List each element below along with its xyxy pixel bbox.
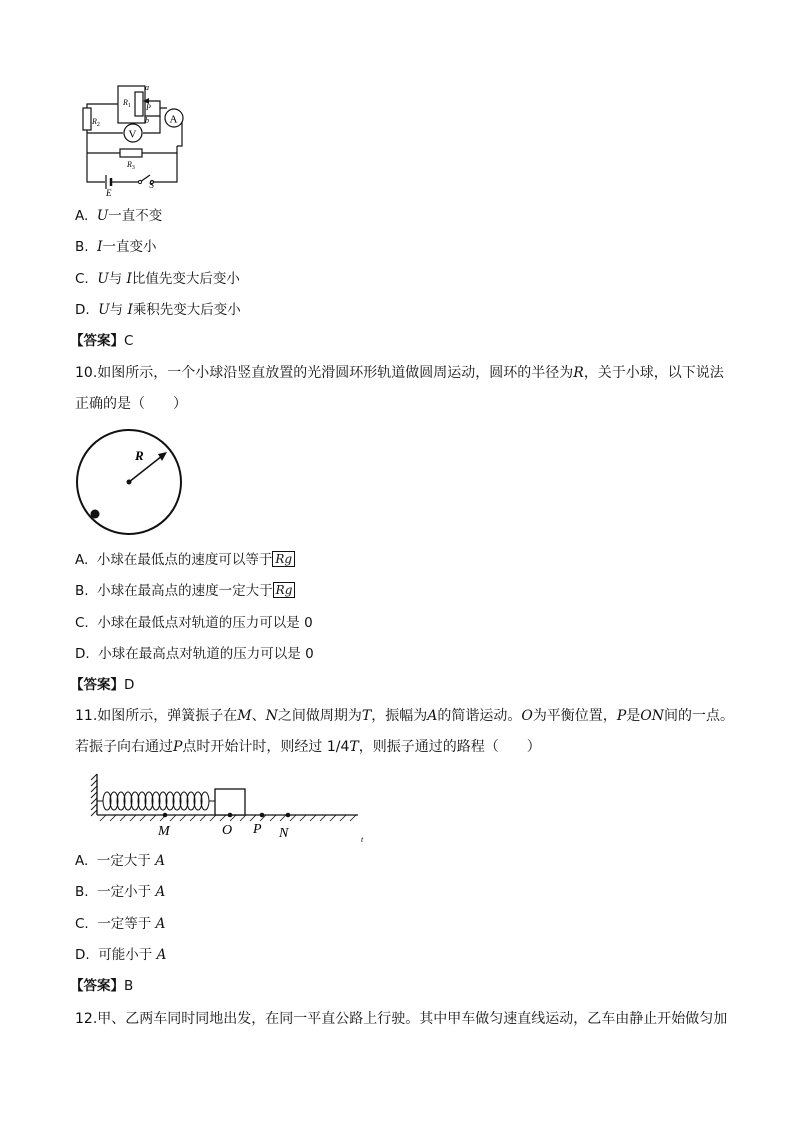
q10-stem-line1: 10.如图所示，一个小球沿竖直放置的光滑圆环形轨道做圆周运动，圆环的半径为R，关于小球，以下说法 (75, 365, 724, 381)
q11-stem-line1: 11.如图所示，弹簧振子在M、N之间做周期为T，振幅为A的简谐运动。O为平衡位置，P是ON间的一点。 (75, 708, 734, 724)
point-m-label: M (158, 824, 170, 839)
stray-t-label: t (361, 835, 364, 844)
q11-option-c: C. 一定等于 A (75, 916, 166, 932)
q10-stem-line2: 正确的是（ ） (75, 396, 187, 412)
point-n-label: N (279, 826, 289, 841)
circuit-s-label: S (149, 180, 155, 190)
q11-option-d: D. 可能小于 A (75, 947, 167, 963)
q9-option-d: D. U与 I乘积先变大后变小 (75, 302, 241, 318)
spring-oscillator-figure (88, 770, 378, 845)
circuit-r1-sub: 1 (127, 103, 131, 109)
circuit-r1-label: R (123, 98, 128, 107)
circuit-diagram (70, 78, 200, 198)
q9-option-a: A. U一直不变 (75, 208, 163, 224)
circuit-r3-sub: 3 (131, 165, 135, 171)
svg-text:R2 (91, 117, 100, 128)
svg-text:R3 (126, 160, 135, 171)
q12-stem-line1: 12.甲、乙两车同时同地出发，在同一平直公路上行驶。其中甲车做匀速直线运动，乙车由静止开始做匀加 (75, 1011, 728, 1027)
q11-answer: 【答案】B (70, 978, 134, 994)
circuit-voltmeter-label: V (128, 128, 137, 141)
point-o-label: O (222, 823, 233, 838)
circuit-p-label: P (146, 103, 151, 112)
circuit-b-label: b (145, 116, 149, 125)
q9-option-b: B. I一直变小 (75, 239, 157, 255)
circuit-r3-label: R (127, 160, 132, 169)
q10-option-c: C. 小球在最低点对轨道的压力可以是 0 (75, 615, 313, 631)
q10-option-b: B. 小球在最高点的速度一定大于 Rg (75, 582, 295, 600)
q9-option-c: C. U与 I比值先变大后变小 (75, 271, 240, 287)
circuit-r2-label: R (92, 117, 97, 126)
q11-stem-line2: 若振子向右通过P点时开始计时，则经过 1/4T，则振子通过的路程（ ） (75, 739, 541, 755)
circuit-e-label: E (106, 188, 112, 198)
circuit-ammeter-label: A (169, 113, 178, 126)
q10-option-d: D. 小球在最高点对轨道的压力可以是 0 (75, 646, 314, 662)
circuit-a-label: a (145, 83, 149, 92)
q9-answer: 【答案】C (70, 333, 134, 349)
q10-answer: 【答案】D (70, 677, 135, 693)
q10-option-a: A. 小球在最低点的速度可以等于 Rg (75, 551, 295, 569)
q11-option-a: A. 一定大于 A (75, 853, 165, 869)
circuit-r2-sub: 2 (96, 122, 100, 128)
radius-label: R (135, 448, 144, 463)
q11-option-b: B. 一定小于 A (75, 884, 166, 900)
ball (91, 510, 100, 519)
point-p-label: P (253, 822, 262, 837)
circle-track-figure (70, 428, 190, 540)
